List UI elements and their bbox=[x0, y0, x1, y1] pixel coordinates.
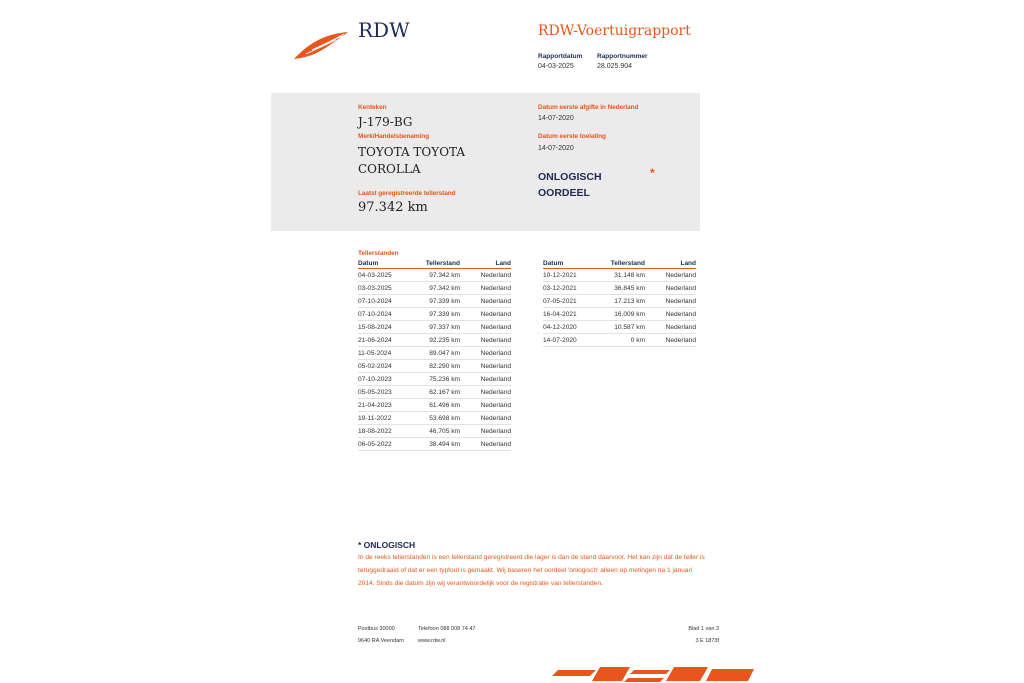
cell-odometer: 97.337 km bbox=[408, 321, 460, 334]
cell-odometer: 97.339 km bbox=[408, 308, 460, 321]
odometer-section-title: Tellerstanden bbox=[358, 250, 399, 257]
table-row bbox=[543, 282, 696, 295]
make-label: Merk/Handelsbenaming bbox=[358, 133, 429, 140]
cell-date: 07-10-2023 bbox=[358, 373, 408, 386]
table-row bbox=[358, 438, 511, 451]
cell-date: 05-05-2023 bbox=[358, 386, 408, 399]
cell-odometer: 16.009 km bbox=[593, 308, 645, 321]
cell-country: Nederland bbox=[645, 295, 696, 308]
cell-country: Nederland bbox=[460, 386, 511, 399]
cell-odometer: 38.494 km bbox=[408, 438, 460, 451]
cell-date: 14-07-2020 bbox=[543, 334, 593, 347]
first-admission-label: Datum eerste toelating bbox=[538, 133, 606, 140]
cell-country: Nederland bbox=[460, 347, 511, 360]
odometer-table-left bbox=[358, 259, 511, 451]
cell-country: Nederland bbox=[460, 282, 511, 295]
rdw-logo-icon bbox=[292, 28, 350, 62]
make-line1: TOYOTA TOYOTA bbox=[358, 145, 466, 159]
first-admission-value: 14-07-2020 bbox=[538, 145, 574, 152]
footnote-text: In de reeks tellerstanden is een tellerstand geregistreerd die lager is dan de stand daarvoor. Het kan zijn dat de teller is teruggedraaid of dat er een typfout is gemaakt. Wij baseren het oordeel 'onlogisch' alleen op metingen na 1 januari 2014. Sinds die datum zijn wij verantwoordelijk voor de registratie van tellerstanden. bbox=[358, 554, 705, 587]
table-header-row bbox=[543, 259, 696, 269]
cell-odometer: 36.845 km bbox=[593, 282, 645, 295]
footnote-title: * ONLOGISCH bbox=[358, 540, 416, 550]
cell-date: 06-05-2022 bbox=[358, 438, 408, 451]
col-date-header: Datum bbox=[543, 259, 593, 269]
cell-country: Nederland bbox=[460, 308, 511, 321]
report-date-label: Rapportdatum bbox=[538, 53, 583, 60]
cell-odometer: 17.213 km bbox=[593, 295, 645, 308]
table-row bbox=[358, 308, 511, 321]
brand-name: RDW bbox=[358, 18, 410, 42]
table-header-row bbox=[358, 259, 511, 269]
cell-country: Nederland bbox=[460, 295, 511, 308]
col-country-header: Land bbox=[645, 259, 696, 269]
table-row bbox=[358, 295, 511, 308]
cell-odometer: 97.342 km bbox=[408, 269, 460, 282]
table-row bbox=[358, 269, 511, 282]
table-row bbox=[358, 334, 511, 347]
cell-date: 16-04-2021 bbox=[543, 308, 593, 321]
table-row bbox=[543, 334, 696, 347]
cell-date: 07-10-2024 bbox=[358, 308, 408, 321]
footer-web: www.rdw.nl bbox=[418, 638, 446, 644]
col-country-header: Land bbox=[460, 259, 511, 269]
cell-odometer: 53.698 km bbox=[408, 412, 460, 425]
make-line2: COROLLA bbox=[358, 162, 421, 176]
cell-date: 19-11-2022 bbox=[358, 412, 408, 425]
cell-odometer: 62.167 km bbox=[408, 386, 460, 399]
cell-date: 21-06-2024 bbox=[358, 334, 408, 347]
cell-country: Nederland bbox=[645, 308, 696, 321]
cell-date: 04-03-2025 bbox=[358, 269, 408, 282]
cell-date: 10-12-2021 bbox=[543, 269, 593, 282]
decorative-stripes-icon bbox=[548, 664, 754, 683]
cell-country: Nederland bbox=[460, 425, 511, 438]
vehicle-summary-panel bbox=[271, 93, 700, 231]
cell-odometer: 97.339 km bbox=[408, 295, 460, 308]
col-date-header: Datum bbox=[358, 259, 408, 269]
table-row bbox=[543, 321, 696, 334]
verdict-line1: ONLOGISCH bbox=[538, 171, 602, 183]
cell-odometer: 89.047 km bbox=[408, 347, 460, 360]
odometer-table-right bbox=[543, 259, 696, 347]
cell-date: 21-04-2023 bbox=[358, 399, 408, 412]
footer-page: Blad 1 van 3 bbox=[688, 626, 719, 632]
cell-date: 07-05-2021 bbox=[543, 295, 593, 308]
cell-country: Nederland bbox=[460, 438, 511, 451]
first-nl-label: Datum eerste afgifte in Nederland bbox=[538, 104, 639, 111]
verdict-line2: OORDEEL bbox=[538, 187, 590, 199]
cell-country: Nederland bbox=[460, 412, 511, 425]
last-odometer-label: Laatst geregistreerde tellerstand bbox=[358, 190, 456, 197]
report-title: RDW-Voertuigrapport bbox=[538, 23, 691, 39]
cell-date: 15-08-2024 bbox=[358, 321, 408, 334]
table-row bbox=[358, 347, 511, 360]
cell-country: Nederland bbox=[645, 282, 696, 295]
first-nl-value: 14-07-2020 bbox=[538, 115, 574, 122]
cell-date: 05-02-2024 bbox=[358, 360, 408, 373]
footer-phone: Telefoon 088 008 74 47 bbox=[418, 626, 476, 632]
col-odometer-header: Tellerstand bbox=[408, 259, 460, 269]
footer-address1: Postbus 30000 bbox=[358, 626, 395, 632]
last-odometer-value: 97.342 km bbox=[358, 200, 428, 215]
table-row bbox=[358, 425, 511, 438]
table-row bbox=[358, 373, 511, 386]
table-row bbox=[358, 399, 511, 412]
cell-country: Nederland bbox=[645, 321, 696, 334]
verdict-star: * bbox=[650, 166, 655, 180]
cell-odometer: 97.342 km bbox=[408, 282, 460, 295]
cell-odometer: 10.587 km bbox=[593, 321, 645, 334]
cell-country: Nederland bbox=[460, 334, 511, 347]
col-odometer-header: Tellerstand bbox=[593, 259, 645, 269]
cell-date: 03-03-2025 bbox=[358, 282, 408, 295]
report-number: 28.025.904 bbox=[597, 63, 633, 70]
cell-country: Nederland bbox=[460, 360, 511, 373]
cell-country: Nederland bbox=[645, 334, 696, 347]
cell-date: 11-05-2024 bbox=[358, 347, 408, 360]
cell-date: 04-12-2020 bbox=[543, 321, 593, 334]
table-row bbox=[543, 308, 696, 321]
table-row bbox=[358, 321, 511, 334]
cell-odometer: 0 km bbox=[593, 334, 645, 347]
cell-odometer: 82.290 km bbox=[408, 360, 460, 373]
plate-label: Kenteken bbox=[358, 104, 387, 111]
cell-date: 07-10-2024 bbox=[358, 295, 408, 308]
cell-country: Nederland bbox=[460, 399, 511, 412]
table-row bbox=[358, 282, 511, 295]
cell-odometer: 61.496 km bbox=[408, 399, 460, 412]
cell-odometer: 31.148 km bbox=[593, 269, 645, 282]
cell-country: Nederland bbox=[460, 321, 511, 334]
report-number-label: Rapportnummer bbox=[597, 53, 648, 60]
footer-code: 3 E 1873f bbox=[695, 638, 719, 644]
cell-date: 18-08-2022 bbox=[358, 425, 408, 438]
plate-value: J-179-BG bbox=[358, 115, 413, 129]
cell-country: Nederland bbox=[460, 269, 511, 282]
footer-address2: 9640 RA Veendam bbox=[358, 638, 404, 644]
table-row bbox=[358, 412, 511, 425]
table-row bbox=[543, 269, 696, 282]
table-row bbox=[358, 360, 511, 373]
table-row bbox=[543, 295, 696, 308]
table-row bbox=[358, 386, 511, 399]
cell-odometer: 92.235 km bbox=[408, 334, 460, 347]
report-date: 04-03-2025 bbox=[538, 63, 574, 70]
cell-odometer: 75.236 km bbox=[408, 373, 460, 386]
cell-country: Nederland bbox=[645, 269, 696, 282]
cell-date: 03-12-2021 bbox=[543, 282, 593, 295]
cell-odometer: 46.705 km bbox=[408, 425, 460, 438]
cell-country: Nederland bbox=[460, 373, 511, 386]
